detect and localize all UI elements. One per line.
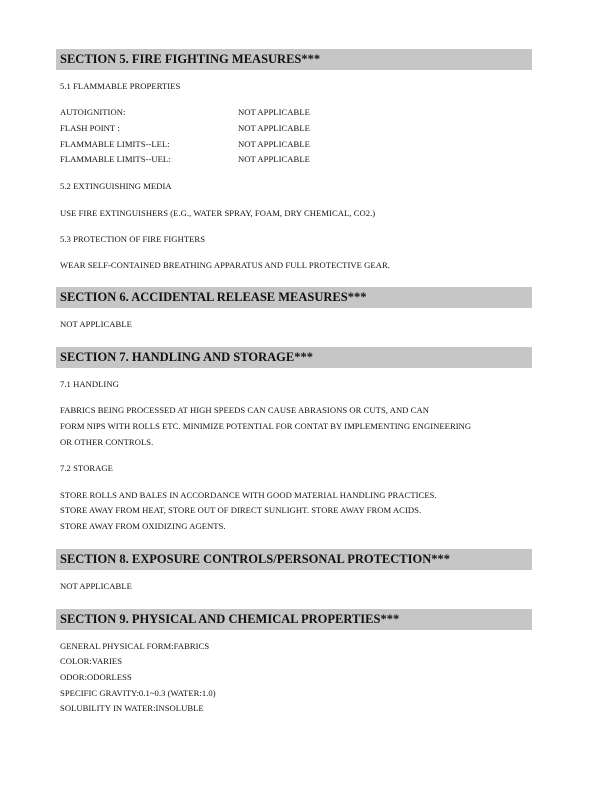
section-7-heading: SECTION 7. HANDLING AND STORAGE*** <box>56 347 532 368</box>
subsection-7-2-heading: 7.2 STORAGE <box>60 463 113 473</box>
autoignition-value: NOT APPLICABLE <box>238 107 310 117</box>
flash-point-value: NOT APPLICABLE <box>238 123 310 133</box>
extinguishing-media-text: USE FIRE EXTINGUISHERS (E.G., WATER SPRAY, FOAM, DRY CHEMICAL, CO2.) <box>60 208 376 218</box>
subsection-7-1-heading: 7.1 HANDLING <box>60 379 119 389</box>
handling-line: FORM NIPS WITH ROLLS ETC. MINIMIZE POTENTIAL FOR CONTAT BY IMPLEMENTING ENGINEERING <box>60 421 472 431</box>
section-8-text: NOT APPLICABLE <box>60 581 132 591</box>
handling-line: FABRICS BEING PROCESSED AT HIGH SPEEDS CAN CAUSE ABRASIONS OR CUTS, AND CAN <box>60 405 429 415</box>
section-6-heading: SECTION 6. ACCIDENTAL RELEASE MEASURES*** <box>56 287 532 308</box>
flammable-lel-value: NOT APPLICABLE <box>238 139 310 149</box>
autoignition-label: AUTOIGNITION: <box>60 107 126 117</box>
property-line: GENERAL PHYSICAL FORM:FABRICS <box>60 641 210 651</box>
property-line: SPECIFIC GRAVITY:0.1~0.3 (WATER:1.0) <box>60 688 216 698</box>
property-line: COLOR:VARIES <box>60 656 123 666</box>
flammable-uel-label: FLAMMABLE LIMITS--UEL: <box>60 154 171 164</box>
storage-line: STORE AWAY FROM OXIDIZING AGENTS. <box>60 521 226 531</box>
flammable-uel-value: NOT APPLICABLE <box>238 154 310 164</box>
flammable-lel-label: FLAMMABLE LIMITS--LEL: <box>60 139 170 149</box>
section-6-text: NOT APPLICABLE <box>60 319 132 329</box>
handling-line: OR OTHER CONTROLS. <box>60 437 154 447</box>
section-9-heading: SECTION 9. PHYSICAL AND CHEMICAL PROPERTIES*** <box>56 609 532 630</box>
section-5-heading: SECTION 5. FIRE FIGHTING MEASURES*** <box>56 49 532 70</box>
storage-line: STORE ROLLS AND BALES IN ACCORDANCE WITH GOOD MATERIAL HANDLING PRACTICES. <box>60 490 437 500</box>
flash-point-label: FLASH POINT : <box>60 123 120 133</box>
property-line: ODOR:ODORLESS <box>60 672 132 682</box>
subsection-5-1-heading: 5.1 FLAMMABLE PROPERTIES <box>60 81 181 91</box>
property-line: SOLUBILITY IN WATER:INSOLUBLE <box>60 703 204 713</box>
fire-fighter-protection-text: WEAR SELF-CONTAINED BREATHING APPARATUS AND FULL PROTECTIVE GEAR. <box>60 260 390 270</box>
subsection-5-2-heading: 5.2 EXTINGUISHING MEDIA <box>60 181 172 191</box>
section-8-heading: SECTION 8. EXPOSURE CONTROLS/PERSONAL PROTECTION*** <box>56 549 532 570</box>
subsection-5-3-heading: 5.3 PROTECTION OF FIRE FIGHTERS <box>60 234 206 244</box>
storage-line: STORE AWAY FROM HEAT, STORE OUT OF DIRECT SUNLIGHT. STORE AWAY FROM ACIDS. <box>60 505 422 515</box>
